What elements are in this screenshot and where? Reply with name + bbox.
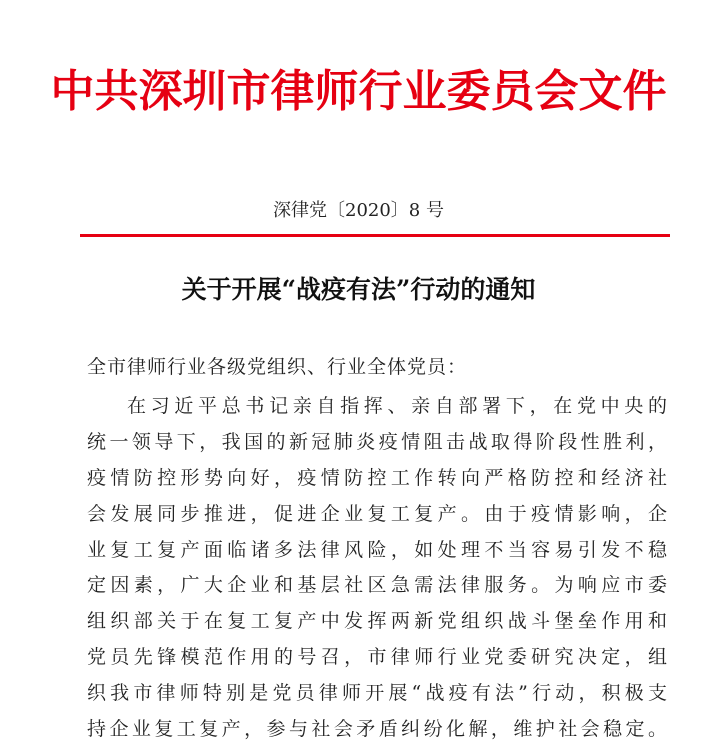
body-line: 统一领导下，我国的新冠肺炎疫情阻击战取得阶段性胜利， [87, 430, 667, 453]
notice-title: 关于开展“战疫有法”行动的通知 [181, 275, 536, 304]
body-line: 定因素，广大企业和基层社区急需法律服务。为响应市委 [87, 574, 667, 597]
body-line: 业复工复产面临诸多法律风险，如处理不当容易引发不稳 [87, 538, 667, 561]
document-number: 深律党〔2020〕8 号 [273, 200, 444, 221]
body-line: 疫情防控形势向好，疫情防控工作转向严格防控和经济社 [87, 466, 667, 489]
body-line: 组织部关于在复工复产中发挥两新党组织战斗堡垒作用和 [87, 610, 667, 633]
body-line: 持企业复工复产，参与社会矛盾纠纷化解，维护社会稳定。 [87, 718, 667, 741]
body-line: 在习近平总书记亲自指挥、亲自部署下，在党中央的 [127, 395, 667, 417]
body-text [87, 391, 667, 748]
salutation: 全市律师行业各级党组织、行业全体党员： [87, 356, 468, 378]
red-divider-line [80, 234, 670, 237]
body-line: 会发展同步推进，促进企业复工复产。由于疫情影响，企 [87, 502, 667, 525]
body-line: 党员先锋模范作用的号召，市律师行业党委研究决定，组 [87, 646, 667, 669]
document-header-title: 中共深圳市律师行业委员会文件 [50, 66, 667, 117]
body-line: 织我市律师特别是党员律师开展“战疫有法”行动，积极支 [87, 682, 667, 705]
